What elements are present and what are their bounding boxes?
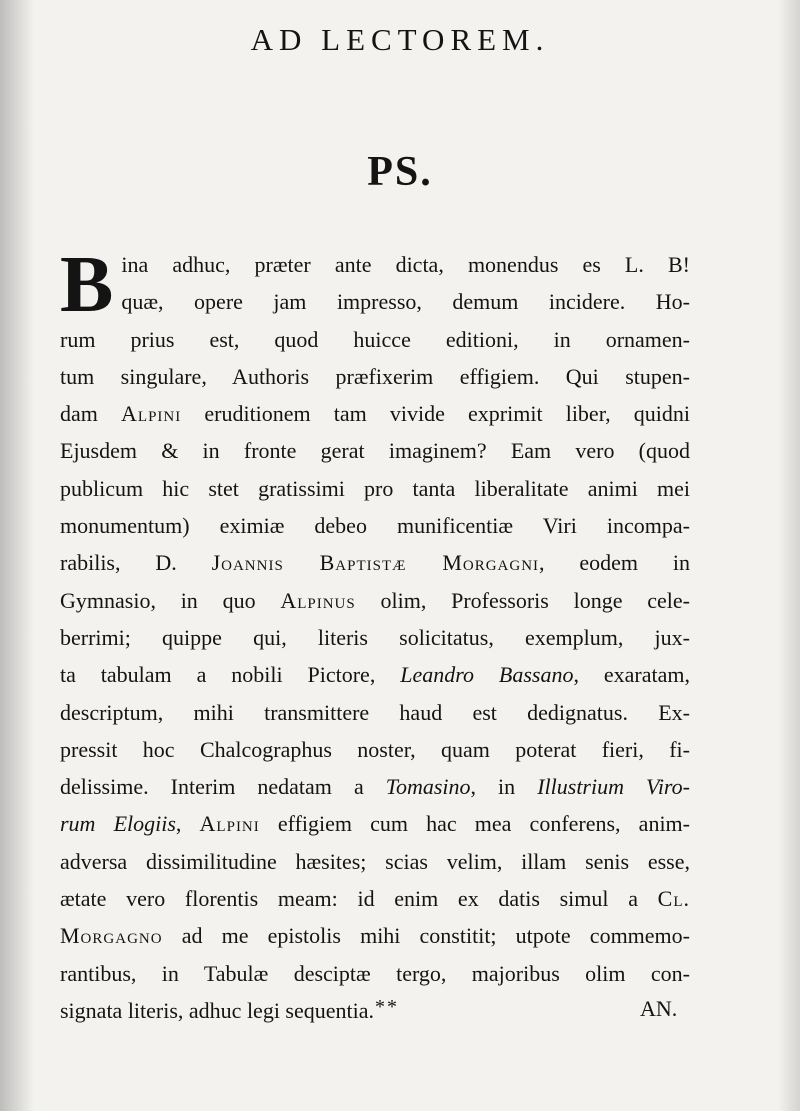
italic-text: rum Elogiis	[60, 811, 176, 837]
text-line	[60, 805, 690, 842]
text-segment: olim, Professoris longe cele-	[355, 587, 690, 613]
text-segment: rabilis, D.	[60, 550, 212, 576]
text-segment: publicum hic stet gratissimi pro tanta liberalitate animi mei	[60, 475, 690, 501]
text-segment: eruditionem tam vivide exprimit liber, quidni	[181, 401, 690, 427]
small-caps-name: Alpini	[199, 811, 260, 837]
italic-text: Leandro Bassano	[400, 662, 574, 688]
text-line	[60, 768, 690, 805]
signature-mark: **	[375, 996, 399, 1018]
text-line	[60, 731, 690, 768]
text-segment: berrimi; quippe qui, literis solicitatus, exemplum, jux-	[60, 624, 690, 650]
text-segment: ad me epistolis mihi constitit; utpote commemo-	[162, 923, 690, 949]
page-header: AD LECTOREM.	[250, 22, 550, 57]
text-segment: monumentum) eximiæ debeo munificentiæ Viri incompa-	[60, 513, 690, 539]
text-line	[60, 470, 690, 507]
text-line	[60, 955, 690, 992]
text-segment: ,	[175, 811, 200, 837]
text-segment: signata literis, adhuc legi sequentia.	[60, 997, 375, 1023]
text-line	[60, 656, 690, 693]
small-caps-name: Morgagno	[60, 923, 163, 949]
text-segment: ina adhuc, præter ante dicta, monendus es L. B!	[121, 252, 690, 277]
text-segment: Gymnasio, in quo	[60, 587, 281, 613]
text-line	[60, 544, 690, 581]
text-segment: descriptum, mihi transmittere haud est dedignatus. Ex-	[60, 699, 690, 725]
text-line	[60, 582, 690, 619]
text-segment: , exaratam,	[573, 662, 691, 688]
text-segment: , in	[470, 774, 538, 800]
text-line	[60, 395, 690, 432]
catchword: AN.	[640, 996, 678, 1021]
text-line	[60, 321, 690, 358]
italic-text: Tomasino	[385, 774, 471, 800]
page-footer	[0, 996, 800, 1026]
text-segment: , eodem in	[539, 550, 690, 576]
text-segment: dam	[60, 401, 122, 427]
text-segment: ætate vero florentis meam: id enim ex datis simul a	[60, 886, 658, 912]
text-segment: pressit hoc Chalcographus noster, quam poterat fieri, fi-	[60, 736, 690, 762]
text-line	[60, 283, 690, 320]
text-segment: effigiem cum hac mea conferens, anim-	[259, 811, 690, 837]
small-caps-name: Joannis Baptistæ Morgagni	[211, 550, 540, 576]
text-line	[60, 358, 690, 395]
text-line	[60, 917, 690, 954]
text-line	[60, 432, 690, 469]
text-segment: rum prius est, quod huicce editioni, in ornamen-	[60, 326, 690, 352]
text-line	[60, 619, 690, 656]
text-segment: tum singulare, Authoris præfixerim effigiem. Qui stupen-	[60, 363, 690, 389]
small-caps-name: Cl.	[657, 886, 690, 912]
italic-text: Illustrium Viro-	[537, 774, 691, 800]
text-line	[60, 843, 690, 880]
section-initials: PS.	[367, 149, 433, 195]
text-segment: rantibus, in Tabulæ desciptæ tergo, majoribus olim con-	[60, 960, 690, 986]
drop-cap: B	[60, 241, 114, 329]
text-segment: delissime. Interim nedatam a	[60, 774, 386, 800]
small-caps-name: Alpinus	[280, 587, 356, 613]
text-segment: Ejusdem & in fronte gerat imaginem? Eam vero (quod	[60, 438, 690, 464]
small-caps-name: Alpini	[121, 401, 182, 427]
text-line	[60, 694, 690, 731]
text-segment: ta tabulam a nobili Pictore,	[60, 662, 401, 688]
text-line	[60, 507, 690, 544]
text-line	[60, 246, 690, 283]
text-segment: adversa dissimilitudine hæsites; scias velim, illam senis esse,	[60, 848, 690, 874]
body-text	[60, 241, 691, 1029]
text-line	[60, 880, 690, 917]
text-segment: quæ, opere jam impresso, demum incidere. Ho-	[121, 289, 690, 315]
